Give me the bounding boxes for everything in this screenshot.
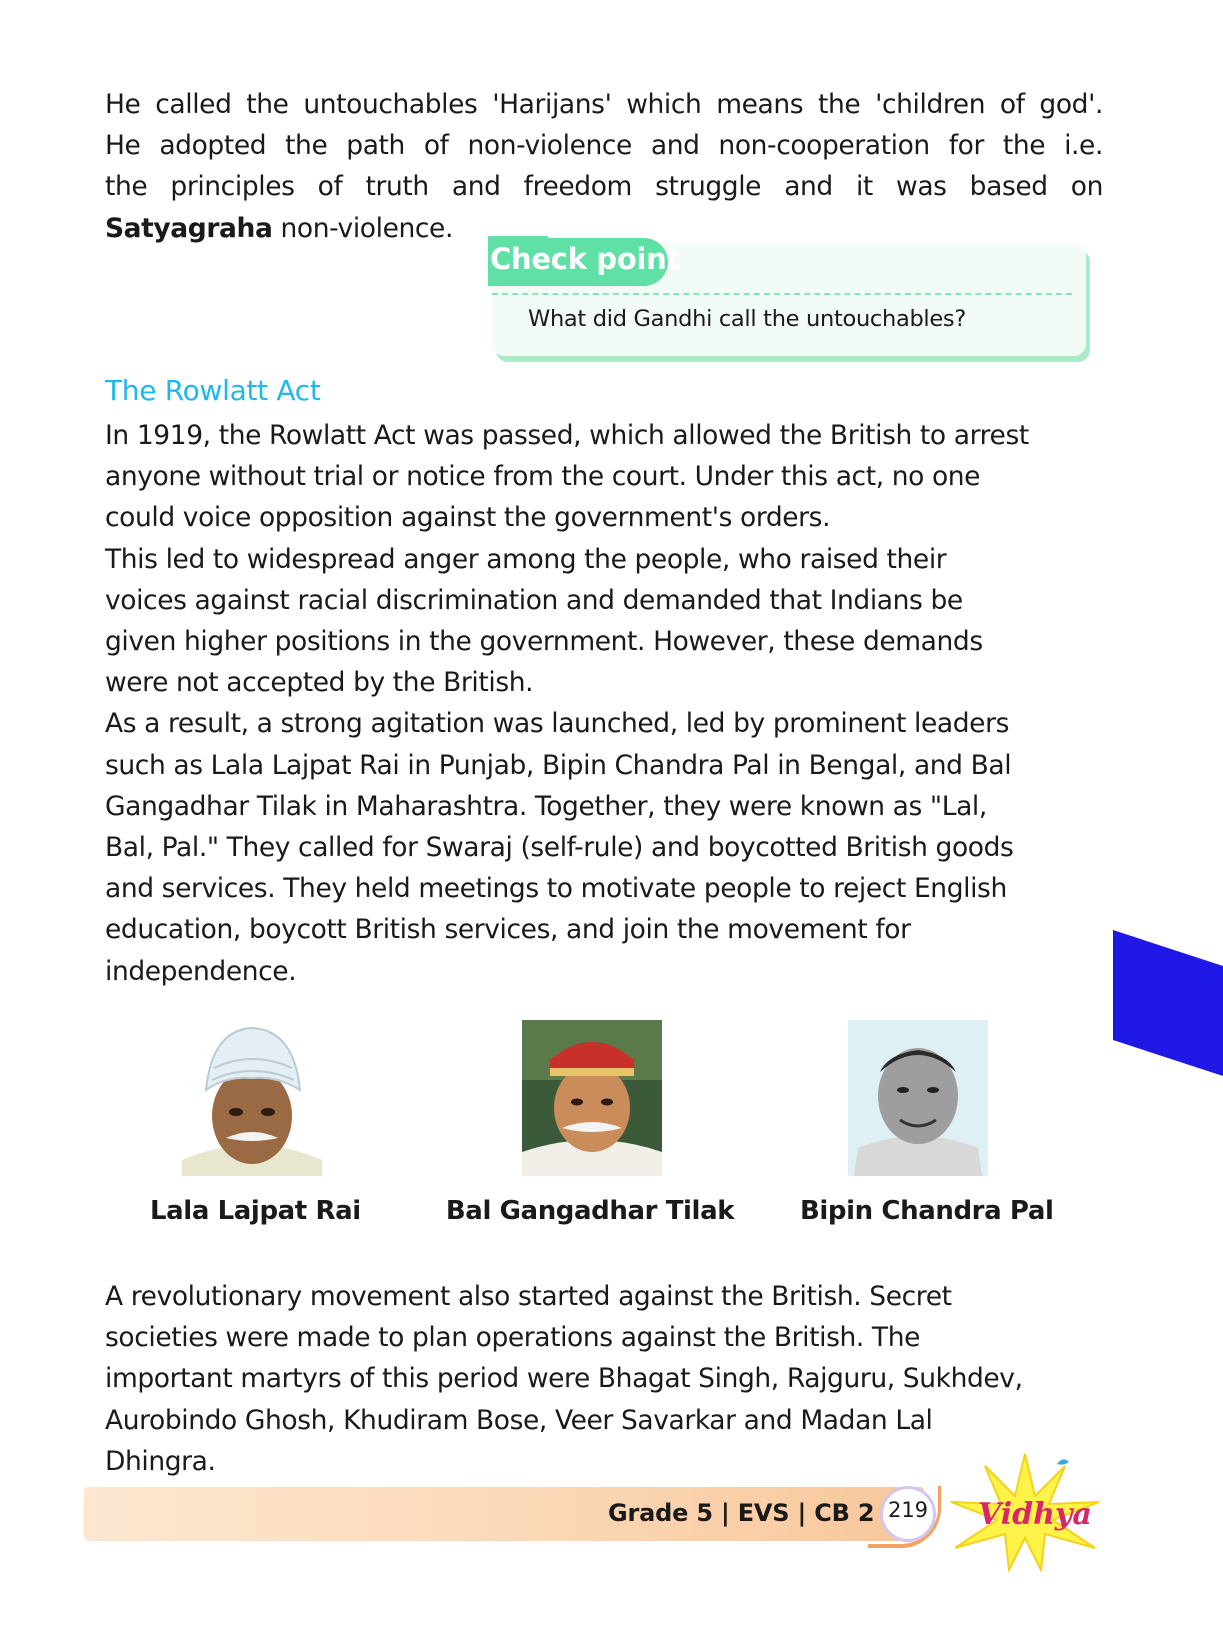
portrait-bipin-chandra-pal	[848, 1020, 988, 1176]
rowlatt-line: Gangadhar Tilak in Maharashtra. Together, they were known as "Lal,	[105, 790, 987, 822]
caption-bipin-chandra-pal: Bipin Chandra Pal	[800, 1196, 1054, 1226]
revolution-line: societies were made to plan operations against the British. The	[105, 1322, 921, 1354]
checkpoint-divider	[492, 293, 1072, 295]
revolution-line: Aurobindo Ghosh, Khudiram Bose, Veer Savarkar and Madan Lal	[105, 1404, 933, 1436]
intro-line: He called the untouchables 'Harijans' which means the 'children of god'.	[105, 89, 1103, 120]
section-title: The Rowlatt Act	[105, 374, 321, 407]
rowlatt-line: education, boycott British services, and join the movement for	[105, 914, 911, 946]
rowlatt-line: voices against racial discrimination and demanded that Indians be	[105, 584, 963, 616]
rowlatt-line: independence.	[105, 955, 297, 987]
rowlatt-line: In 1919, the Rowlatt Act was passed, which allowed the British to arrest	[105, 420, 1029, 451]
intro-line-rest: non-violence.	[272, 212, 453, 244]
portrait-lala-lajpat-rai	[182, 1020, 322, 1176]
footer-grade-label: Grade 5 | EVS | CB 2	[608, 1499, 875, 1527]
logo-text: Vidhya	[978, 1497, 1092, 1532]
rowlatt-line: such as Lala Lajpat Rai in Punjab, Bipin Chandra Pal in Bengal, and Bal	[105, 749, 1012, 781]
rowlatt-line: and services. They held meetings to motivate people to reject English	[105, 873, 1007, 905]
chapter-side-tab	[1113, 930, 1223, 1076]
rowlatt-line: Bal, Pal." They called for Swaraj (self-rule) and boycotted British goods	[105, 832, 1014, 864]
checkpoint-title: Check point	[490, 242, 681, 276]
rowlatt-line: given higher positions in the government. However, these demands	[105, 626, 983, 658]
caption-bal-gangadhar-tilak: Bal Gangadhar Tilak	[445, 1196, 735, 1226]
page-number: 219	[887, 1498, 929, 1522]
checkpoint-question: What did Gandhi call the untouchables?	[528, 306, 966, 332]
rowlatt-line: This led to widespread anger among the people, who raised their	[105, 543, 947, 575]
revolution-line: A revolutionary movement also started against the British. Secret	[105, 1281, 952, 1312]
revolution-line: Dhingra.	[105, 1445, 216, 1477]
intro-line: He adopted the path of non-violence and non-cooperation for the i.e.	[105, 130, 1103, 162]
intro-line: the principles of truth and freedom struggle and it was based on	[105, 171, 1103, 203]
revolution-line: important martyrs of this period were Bhagat Singh, Rajguru, Sukhdev,	[105, 1363, 1023, 1395]
rowlatt-line: As a result, a strong agitation was launched, led by prominent leaders	[105, 708, 1009, 740]
rowlatt-line: could voice opposition against the government's orders.	[105, 502, 831, 534]
rowlatt-line: anyone without trial or notice from the court. Under this act, no one	[105, 461, 981, 493]
satyagraha-term: Satyagraha	[105, 212, 273, 244]
rowlatt-paragraph	[105, 415, 1105, 992]
portrait-bal-gangadhar-tilak	[522, 1020, 662, 1176]
rowlatt-line: were not accepted by the British.	[105, 667, 534, 699]
caption-lala-lajpat-rai: Lala Lajpat Rai	[150, 1196, 361, 1226]
intro-paragraph	[105, 84, 1103, 249]
